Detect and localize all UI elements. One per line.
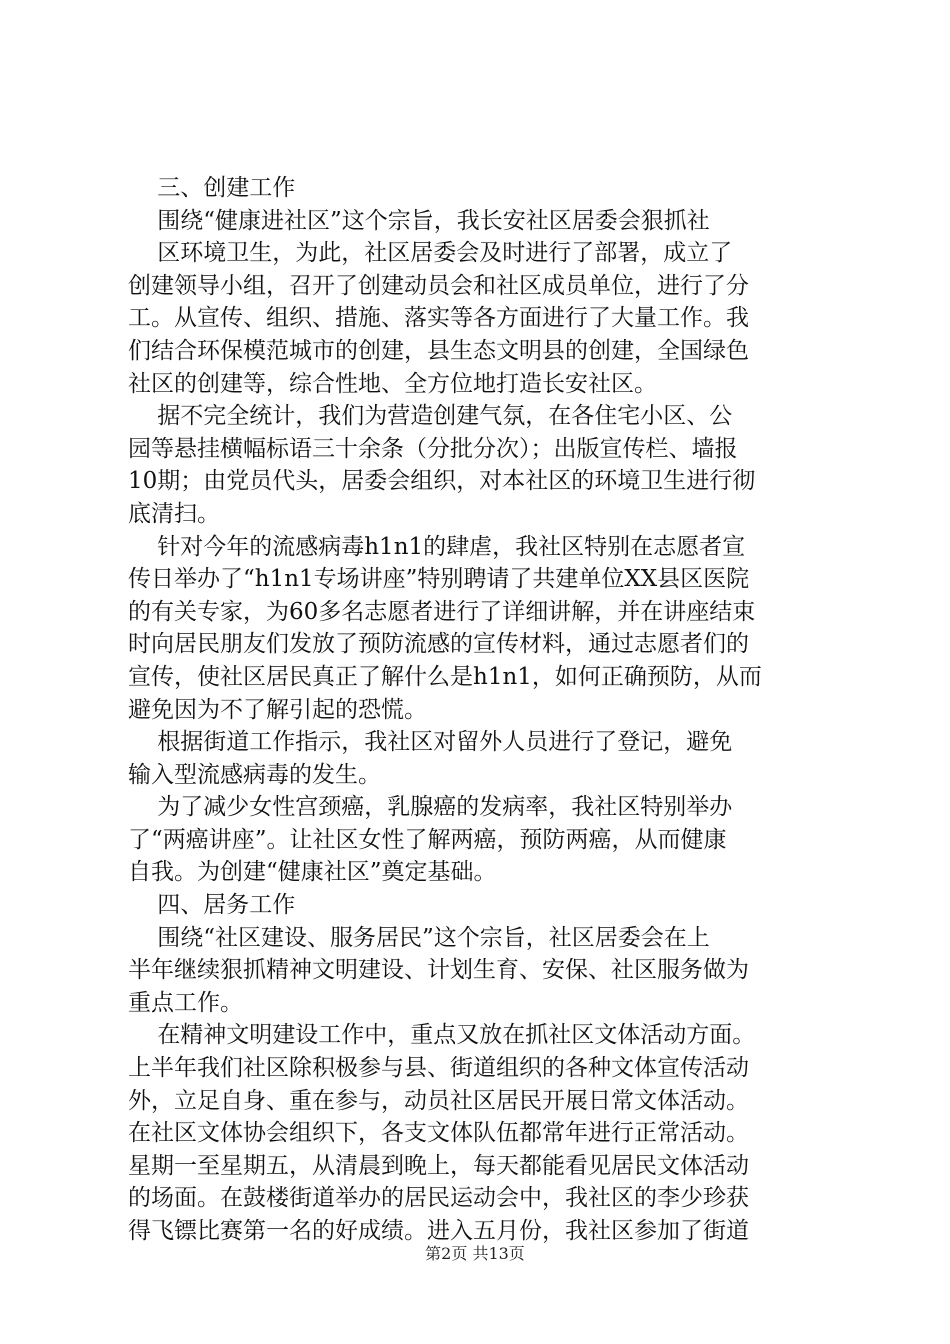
text-line: 在社区文体协会组织下，各支文体队伍都常年进行正常活动。	[128, 1120, 749, 1147]
text-line: 园等悬挂横幅标语三十余条（分批分次）；出版宣传栏、墙报	[128, 435, 738, 462]
text-line: 围绕“社区建设、服务居民”这个宗旨，社区居委会在上	[128, 924, 710, 951]
text-line: 们结合环保模范城市的创建，县生态文明县的创建，全国绿色	[128, 337, 749, 364]
text-line: 根据街道工作指示，我社区对留外人员进行了登记，避免	[128, 729, 733, 756]
text-line: 区环境卫生，为此，社区居委会及时进行了部署，成立了	[128, 240, 733, 267]
text-line: 自我。为创建“健康社区”奠定基础。	[128, 859, 497, 886]
text-line: 为了减少女性宫颈癌，乳腺癌的发病率，我社区特别举办	[128, 794, 733, 821]
text-line: 宣传，使社区居民真正了解什么是h1n1，如何正确预防，从而	[128, 663, 762, 690]
text-line: 据不完全统计，我们为营造创建气氛，在各住宅小区、公	[128, 403, 733, 430]
text-line: 重点工作。	[128, 989, 243, 1016]
text-line: 半年继续狠抓精神文明建设、计划生育、安保、社区服务做为	[128, 957, 749, 984]
text-line: 底清扫。	[128, 500, 220, 527]
text-line: 在精神文明建设工作中，重点又放在抓社区文体活动方面。	[128, 1022, 756, 1049]
text-line: 社区的创建等，综合性地、全方位地打造长安社区。	[128, 370, 657, 397]
text-line: 的场面。在鼓楼街道举办的居民运动会中，我社区的李少珍获	[128, 1185, 749, 1212]
document-body	[128, 172, 833, 1248]
text-line: 输入型流感病毒的发生。	[128, 761, 381, 788]
text-line: 得飞镖比赛第一名的好成绩。进入五月份，我社区参加了街道	[128, 1218, 749, 1244]
text-line: 四、居务工作	[128, 892, 296, 919]
text-line: 工。从宣传、组织、措施、落实等各方面进行了大量工作。我	[128, 305, 749, 332]
text-line: 三、创建工作	[128, 175, 296, 201]
text-line: 10期；由党员代头，居委会组织，对本社区的环境卫生进行彻	[128, 468, 756, 495]
text-line: 上半年我们社区除积极参与县、街道组织的各种文体宣传活动	[128, 1055, 749, 1082]
text-line: 的有关专家，为60多名志愿者进行了详细讲解，并在讲座结束	[128, 598, 756, 625]
text-line: 外，立足自身、重在参与，动员社区居民开展日常文体活动。	[128, 1087, 749, 1114]
text-line: 时向居民朋友们发放了预防流感的宣传材料，通过志愿者们的	[128, 631, 749, 658]
text-line: 围绕“健康进社区”这个宗旨，我长安社区居委会狠抓社	[128, 207, 710, 234]
text-line: 创建领导小组，召开了创建动员会和社区成员单位，进行了分	[128, 272, 749, 299]
text-line: 了“两癌讲座”。让社区女性了解两癌，预防两癌，从而健康	[128, 826, 727, 853]
text-line: 传日举办了“h1n1专场讲座”特别聘请了共建单位XX县区医院	[128, 566, 750, 593]
text-line: 针对今年的流感病毒h1n1的肆虐，我社区特别在志愿者宣	[128, 533, 746, 560]
page-footer: 第2页 共13页	[425, 1244, 525, 1263]
text-line: 星期一至星期五，从清晨到晚上，每天都能看见居民文体活动	[128, 1152, 749, 1179]
text-line: 避免因为不了解引起的恐慌。	[128, 696, 427, 723]
